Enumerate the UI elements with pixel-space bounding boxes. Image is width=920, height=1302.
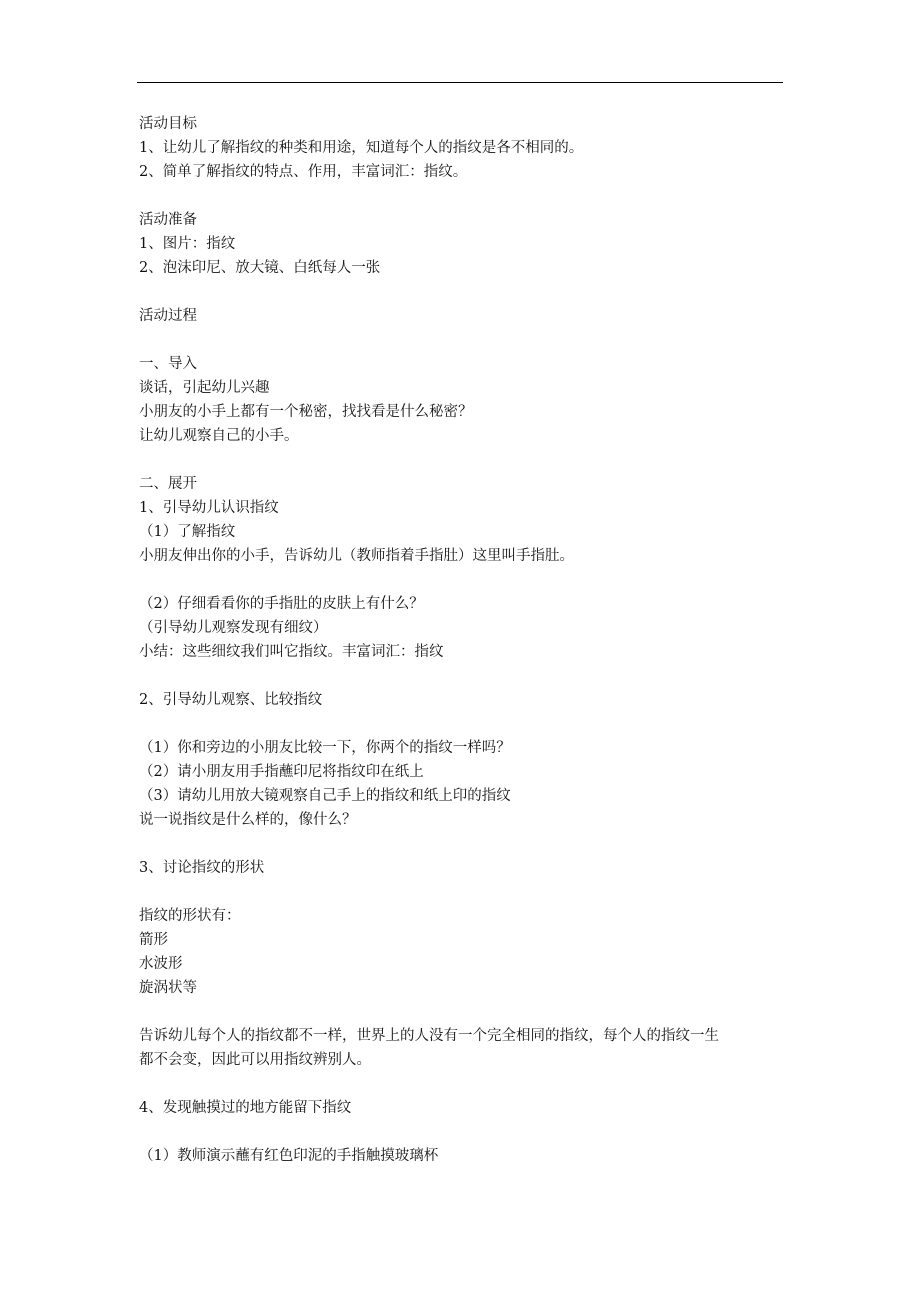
spacer xyxy=(139,880,785,904)
part2-title: 2、引导幼儿观察、比较指纹 xyxy=(139,692,323,708)
part3-title: 3、讨论指纹的形状 xyxy=(139,860,265,876)
part1-text2: （引导幼儿观察发现有细纹） xyxy=(139,620,328,636)
intro-line: 谈话，引起幼儿兴趣 xyxy=(139,380,270,396)
spacer xyxy=(139,1000,785,1024)
spacer xyxy=(139,1072,785,1096)
part3-summary: 告诉幼儿每个人的指纹都不一样，世界上的人没有一个完全相同的指纹，每个人的指纹一生 xyxy=(139,1028,719,1044)
intro-line: 小朋友的小手上都有一个秘密，找找看是什么秘密？ xyxy=(139,404,473,420)
part4-title: 4、发现触摸过的地方能留下指纹 xyxy=(139,1100,352,1116)
part3-intro: 指纹的形状有： xyxy=(139,908,241,924)
prep-item: 1、图片：指纹 xyxy=(139,236,236,252)
spacer xyxy=(139,1120,785,1144)
process-heading: 活动过程 xyxy=(139,308,197,324)
header-rule xyxy=(137,82,783,83)
prep-heading: 活动准备 xyxy=(139,212,197,228)
goal-item: 1、让幼儿了解指纹的种类和用途，知道每个人的指纹是各不相同的。 xyxy=(139,140,584,156)
part3-summary: 都不会变，因此可以用指纹辨别人。 xyxy=(139,1052,371,1068)
expand-heading: 二、展开 xyxy=(139,476,197,492)
intro-heading: 一、导入 xyxy=(139,356,197,372)
spacer xyxy=(139,568,785,592)
spacer xyxy=(139,184,785,208)
part1-text1: 小朋友伸出你的小手，告诉幼儿（教师指着手指肚）这里叫手指肚。 xyxy=(139,548,574,564)
part3-shape: 箭形 xyxy=(139,932,168,948)
document-body xyxy=(139,112,785,1168)
intro-line: 让幼儿观察自己的小手。 xyxy=(139,428,299,444)
part1-sub1: （1）了解指纹 xyxy=(139,524,236,540)
spacer xyxy=(139,328,785,352)
part1-sub2: （2）仔细看看你的手指肚的皮肤上有什么？ xyxy=(139,596,424,612)
part2-line: 说一说指纹是什么样的，像什么？ xyxy=(139,812,357,828)
spacer xyxy=(139,712,785,736)
part1-title: 1、引导幼儿认识指纹 xyxy=(139,500,279,516)
part2-line: （2）请小朋友用手指蘸印尼将指纹印在纸上 xyxy=(139,764,424,780)
goal-heading: 活动目标 xyxy=(139,116,197,132)
part3-shape: 旋涡状等 xyxy=(139,980,197,996)
spacer xyxy=(139,280,785,304)
prep-item: 2、泡沫印尼、放大镜、白纸每人一张 xyxy=(139,260,381,276)
spacer xyxy=(139,832,785,856)
part4-sub1: （1）教师演示蘸有红色印泥的手指触摸玻璃杯 xyxy=(139,1148,439,1164)
part3-shape: 水波形 xyxy=(139,956,183,972)
part2-line: （1）你和旁边的小朋友比较一下，你两个的指纹一样吗？ xyxy=(139,740,511,756)
part2-line: （3）请幼儿用放大镜观察自己手上的指纹和纸上印的指纹 xyxy=(139,788,511,804)
goal-item: 2、简单了解指纹的特点、作用，丰富词汇：指纹。 xyxy=(139,164,468,180)
spacer xyxy=(139,664,785,688)
spacer xyxy=(139,448,785,472)
part1-text3: 小结：这些细纹我们叫它指纹。丰富词汇：指纹 xyxy=(139,644,444,660)
